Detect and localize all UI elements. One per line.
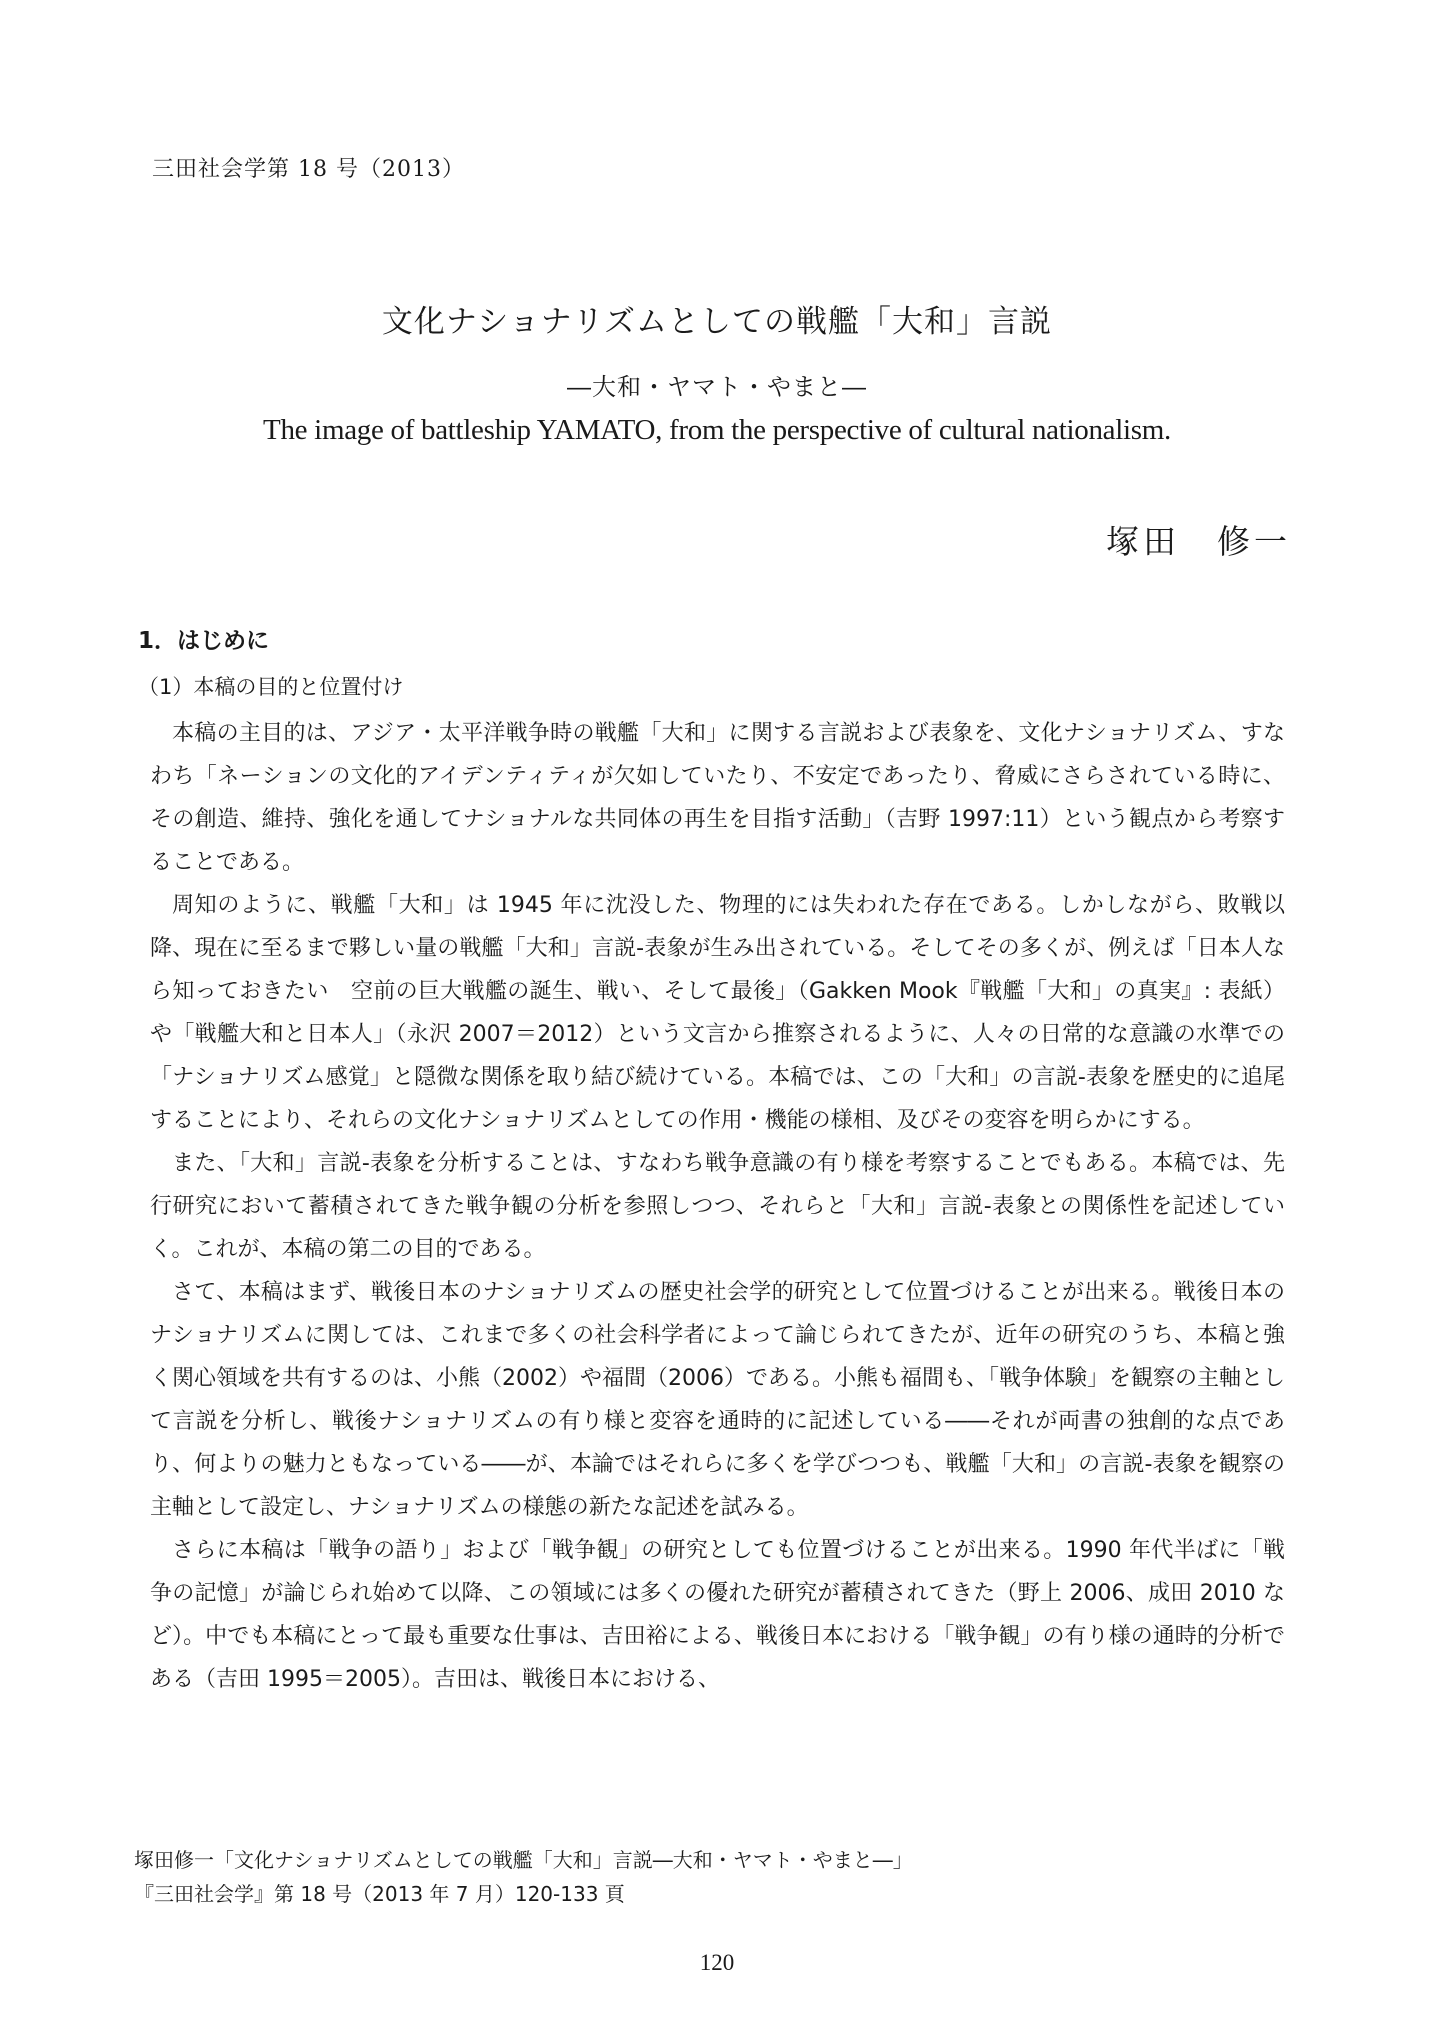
paragraph: さて、本稿はまず、戦後日本のナショナリズムの歴史社会学的研究として位置づけることが出来る。戦後日本のナショナリズムに関しては、これまで多くの社会科学者によって論じられてきたが、近年の研究のうち、本稿と強く関心領域を共有するのは、小熊（2002）や福間（2006）である。小熊も福間も、「戦争体験」を観察の主軸として言説を分析し、戦後ナショナリズムの有り様と変容を通時的に記述している――それが両書の独創的な点であり、何よりの魅力ともなっている――が、本論ではそれらに多くを学びつつも、戦艦「大和」の言説-表象を観察の主軸として設定し、ナショナリズムの様態の新たな記述を試みる。 <box>150 1280 1285 1520</box>
journal-header: 三田社会学第 18 号（2013） <box>152 157 465 182</box>
citation-line: 『三田社会学』第 18 号（2013 年 7 月）120-133 頁 <box>134 1882 625 1906</box>
english-title: The image of battleship YAMATO, from the perspective of cultural nationalism. <box>263 414 1171 446</box>
page-number: 120 <box>699 1950 735 1975</box>
subsection-heading: （1）本稿の目的と位置付け <box>138 675 404 699</box>
citation-footer <box>134 1843 913 1911</box>
paragraph: 周知のように、戦艦「大和」は 1945 年に沈没した、物理的には失われた存在である。しかしながら、敗戦以降、現在に至るまで夥しい量の戦艦「大和」言説-表象が生み出されている。そしてその多くが、例えば「日本人なら知っておきたい 空前の巨大戦艦の誕生、戦い、そして最後」（Gakken Mook『戦艦「大和」の真実』: 表紙）や「戦艦大和と日本人」（永沢 2007＝2012）という文言から推察されるように、人々の日常的な意識の水準での「ナショナリズム感覚」と隠微な関係を取り結び続けている。本稿では、この「大和」の言説-表象を歴史的に追尾することにより、それらの文化ナショナリズムとしての作用・機能の様相、及びその変容を明らかにする。 <box>150 893 1285 1133</box>
paragraph: さらに本稿は「戦争の語り」および「戦争観」の研究としても位置づけることが出来る。1990 年代半ばに「戦争の記憶」が論じられ始めて以降、この領域には多くの優れた研究が蓄積されてきた（野上 2006、成田 2010 など）。中でも本稿にとって最も重要な仕事は、吉田裕による、戦後日本における「戦争観」の有り様の通時的分析である（吉田 1995＝2005）。吉田は、戦後日本における、 <box>150 1538 1285 1692</box>
citation-line: 塚田修一「文化ナショナリズムとしての戦艦「大和」言説―大和・ヤマト・やまと―」 <box>134 1848 913 1872</box>
title-block <box>0 296 1434 447</box>
paragraph: また、「大和」言説-表象を分析することは、すなわち戦争意識の有り様を考察することでもある。本稿では、先行研究において蓄積されてきた戦争観の分析を参照しつつ、それらと「大和」言説-表象との関係性を記述していく。これが、本稿の第二の目的である。 <box>150 1151 1285 1262</box>
article-subtitle: ―大和・ヤマト・やまと― <box>567 373 867 401</box>
article-title: 文化ナショナリズムとしての戦艦「大和」言説 <box>381 304 1053 340</box>
paragraph: 本稿の主目的は、アジア・太平洋戦争時の戦艦「大和」に関する言説および表象を、文化ナショナリズム、すなわち「ネーションの文化的アイデンティティが欠如していたり、不安定であったり、脅威にさらされている時に、その創造、維持、強化を通してナショナルな共同体の再生を目指す活動」（吉野 1997:11）という観点から考察することである。 <box>150 721 1285 875</box>
author-name: 塚田 修一 <box>1106 522 1291 561</box>
section-heading: 1．はじめに <box>138 628 270 654</box>
body-text <box>150 712 1285 1701</box>
